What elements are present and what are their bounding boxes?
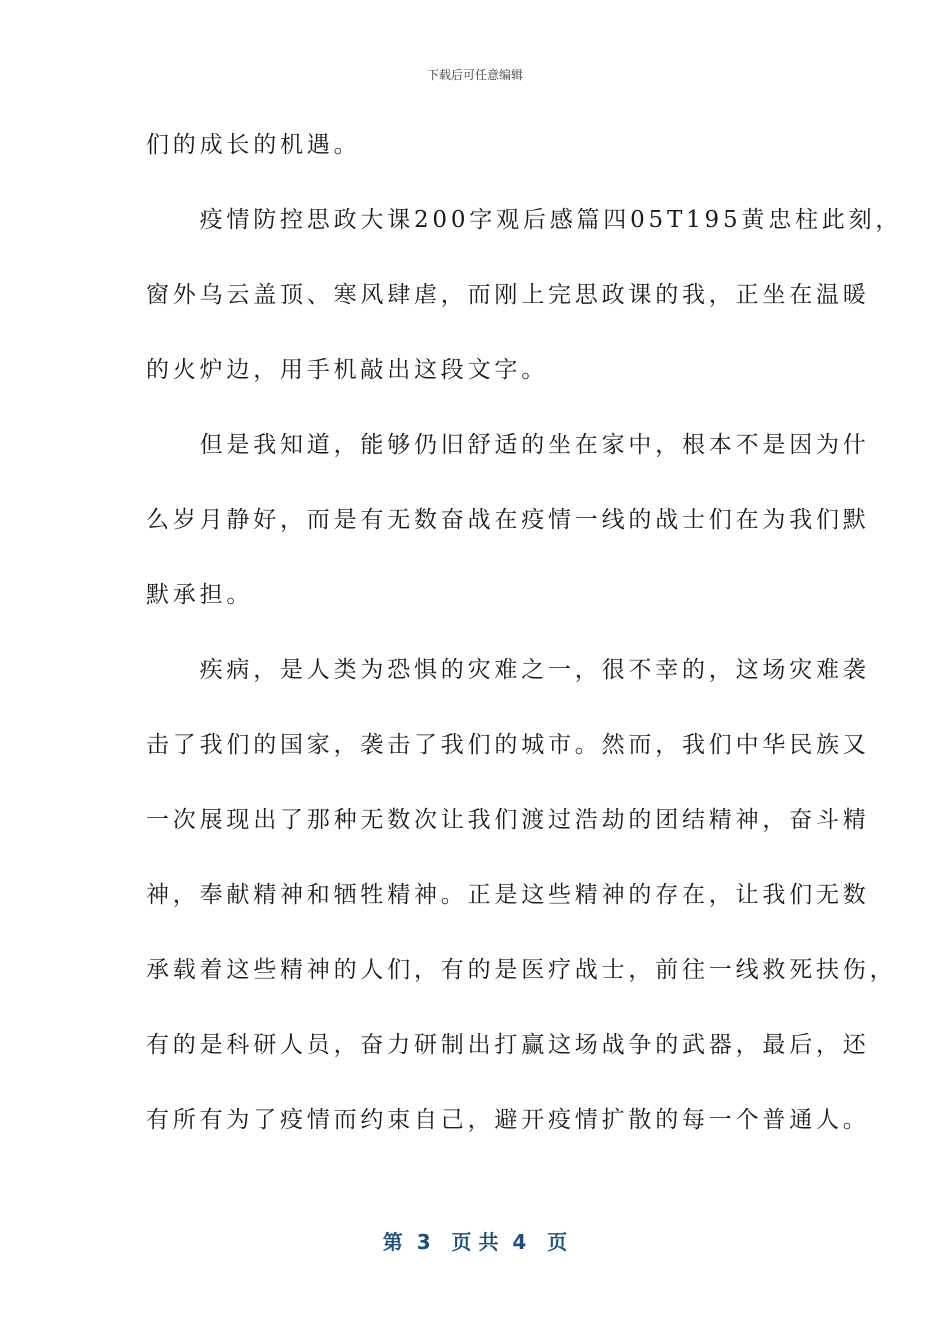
body-line-2: 疫情防控思政大课200字观后感篇四05T195黄忠柱此刻，: [146, 207, 903, 233]
body-line-5: 但是我知道，能够仍旧舒适的坐在家中，根本不是因为什: [146, 432, 870, 458]
body-line-4: 的火炉边，用手机敲出这段文字。: [146, 357, 548, 383]
body-line-1: 们的成长的机遇。: [146, 132, 361, 158]
body-line-13: 有的是科研人员，奋力研制出打赢这场战争的武器，最后，还: [146, 1032, 870, 1058]
body-line-11: 神，奉献精神和牺牲精神。正是这些精神的存在，让我们无数: [146, 882, 870, 908]
body-line-12: 承载着这些精神的人们，有的是医疗战士，前往一线救死扶伤，: [146, 957, 897, 983]
body-line-6: 么岁月静好，而是有无数奋战在疫情一线的战士们在为我们默: [146, 507, 870, 533]
body-line-10: 一次展现出了那种无数次让我们渡过浩劫的团结精神，奋斗精: [146, 807, 870, 833]
page-footer: 第 3 页 共 4 页: [382, 1230, 568, 1254]
body-line-9: 击了我们的国家，袭击了我们的城市。然而，我们中华民族又: [146, 732, 870, 758]
body-line-3: 窗外乌云盖顶、寒风肆虐，而刚上完思政课的我，正坐在温暖: [146, 282, 870, 308]
body-line-8: 疾病，是人类为恐惧的灾难之一，很不幸的，这场灾难袭: [146, 657, 870, 683]
body-line-14: 有所有为了疫情而约束自己，避开疫情扩散的每一个普通人。: [146, 1107, 870, 1133]
page-header: 下载后可任意编辑: [426, 68, 523, 82]
body-line-7: 默承担。: [146, 582, 254, 608]
